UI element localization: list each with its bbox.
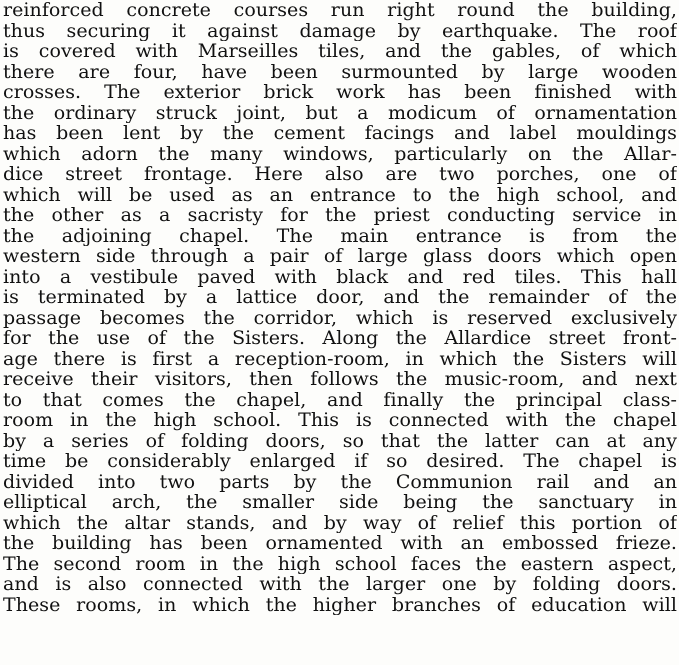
text-line: the adjoining chapel. The main entrance is from the xyxy=(3,225,677,246)
text-line: the other as a sacristy for the priest conducting service in xyxy=(3,205,677,226)
text-line: age there is first a reception-room, in which the Sisters will xyxy=(3,348,677,369)
text-line: western side through a pair of large glass doors which open xyxy=(3,246,677,267)
text-line: is covered with Marseilles tiles, and the gables, of which xyxy=(3,41,677,62)
text-line: receive their visitors, then follows the music-room, and next xyxy=(3,369,677,390)
text-line: to that comes the chapel, and finally the principal class- xyxy=(3,389,677,410)
text-line: has been lent by the cement facings and label mouldings xyxy=(3,123,677,144)
text-line: divided into two parts by the Communion rail and an xyxy=(3,471,677,492)
text-line: which the altar stands, and by way of relief this portion of xyxy=(3,512,677,533)
text-line: is terminated by a lattice door, and the remainder of the xyxy=(3,287,677,308)
text-line: there are four, have been surmounted by large wooden xyxy=(3,61,677,82)
text-line: crosses. The exterior brick work has been finished with xyxy=(3,82,677,103)
text-line: passage becomes the corridor, which is reserved exclusively xyxy=(3,307,677,328)
text-line: reinforced concrete courses run right round the building, xyxy=(3,0,677,21)
text-line: by a series of folding doors, so that the latter can at any xyxy=(3,430,677,451)
article-text xyxy=(3,0,677,615)
text-line: dice street frontage. Here also are two porches, one of xyxy=(3,164,677,185)
text-line: the ordinary struck joint, but a modicum of ornamentation xyxy=(3,102,677,123)
text-line: room in the high school. This is connected with the chapel xyxy=(3,410,677,431)
text-line: These rooms, in which the higher branches of education will xyxy=(3,594,677,615)
text-line: The second room in the high school faces the eastern aspect, xyxy=(3,553,677,574)
text-line: thus securing it against damage by earthquake. The roof xyxy=(3,20,677,41)
text-line: and is also connected with the larger one by folding doors. xyxy=(3,574,677,595)
text-line: time be considerably enlarged if so desired. The chapel is xyxy=(3,451,677,472)
text-line: which will be used as an entrance to the high school, and xyxy=(3,184,677,205)
text-line: the building has been ornamented with an embossed frieze. xyxy=(3,533,677,554)
text-line: for the use of the Sisters. Along the Allardice street front- xyxy=(3,328,677,349)
text-line: elliptical arch, the smaller side being the sanctuary in xyxy=(3,492,677,513)
text-line: which adorn the many windows, particularly on the Allar- xyxy=(3,143,677,164)
text-line: into a vestibule paved with black and red tiles. This hall xyxy=(3,266,677,287)
